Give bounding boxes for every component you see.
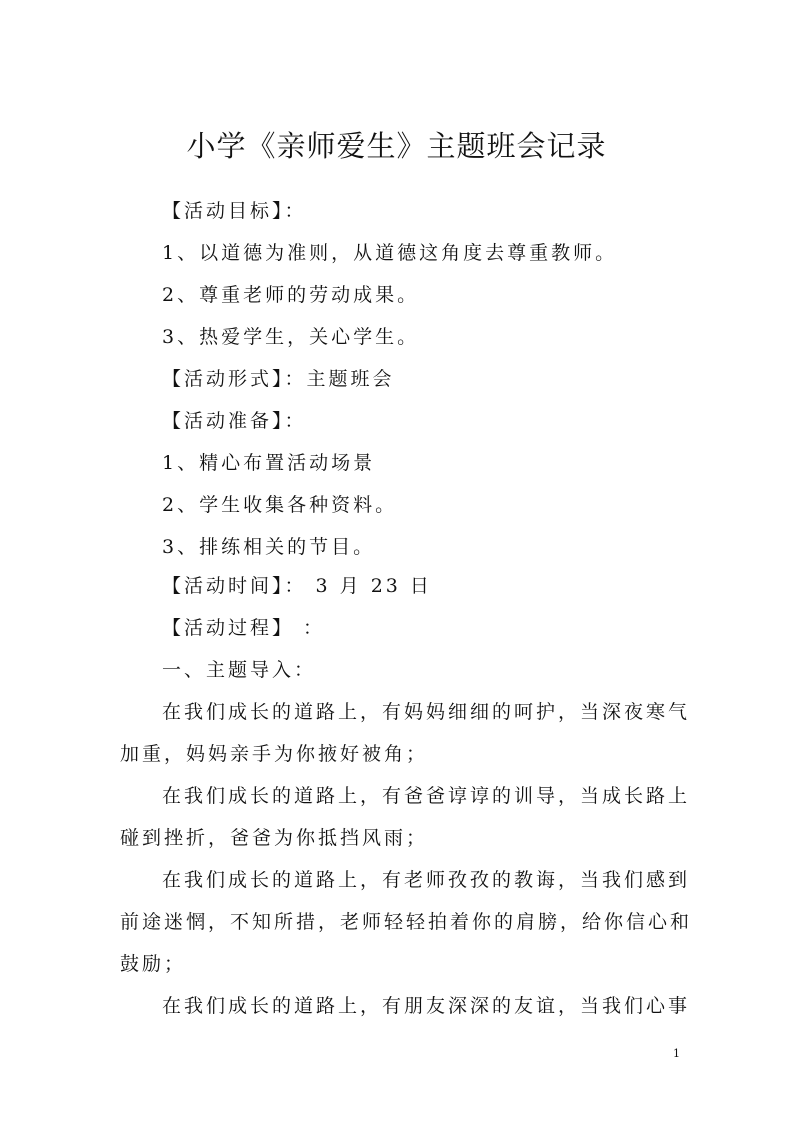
paragraph-line: 在我们成长的道路上，有爸爸谆谆的训导，当成长路上 [162, 785, 691, 807]
paragraph-line: 在我们成长的道路上，有朋友深深的友谊，当我们心事 [162, 995, 691, 1017]
section-heading-time: 【活动时间】： 3 月 23 日 [162, 575, 432, 597]
document-title: 小学《亲师爱生》主题班会记录 [186, 129, 607, 163]
paragraph-line: 在我们成长的道路上，有妈妈细细的呵护，当深夜寒气 [162, 701, 691, 723]
preparation-item-2: 2、学生收集各种资料。 [162, 494, 398, 516]
goal-item-2: 2、尊重老师的劳动成果。 [162, 284, 420, 306]
goal-item-1: 1、以道德为准则，从道德这角度去尊重教师。 [162, 242, 618, 264]
paragraph-line: 在我们成长的道路上，有老师孜孜的教诲，当我们感到 [162, 869, 691, 891]
paragraph-line: 鼓励； [120, 953, 187, 975]
preparation-item-1: 1、精心布置活动场景 [162, 452, 376, 474]
preparation-item-3: 3、排练相关的节目。 [162, 536, 376, 558]
paragraph-line: 碰到挫折，爸爸为你抵挡风雨； [120, 827, 429, 849]
section-heading-preparation: 【活动准备】： [162, 410, 307, 432]
process-step-heading: 一、主题导入： [162, 659, 317, 681]
paragraph-line: 加重，妈妈亲手为你掖好被角； [120, 743, 429, 765]
paragraph-line: 前途迷惘，不知所措，老师轻轻拍着你的肩膀，给你信心和 [120, 911, 693, 933]
section-heading-process: 【活动过程】 ： [162, 617, 326, 639]
section-heading-format: 【活动形式】：主题班会 [162, 368, 395, 390]
goal-item-3: 3、热爱学生，关心学生。 [162, 326, 420, 348]
section-heading-goals: 【活动目标】： [162, 200, 307, 222]
page-number: 1 [673, 1047, 680, 1060]
